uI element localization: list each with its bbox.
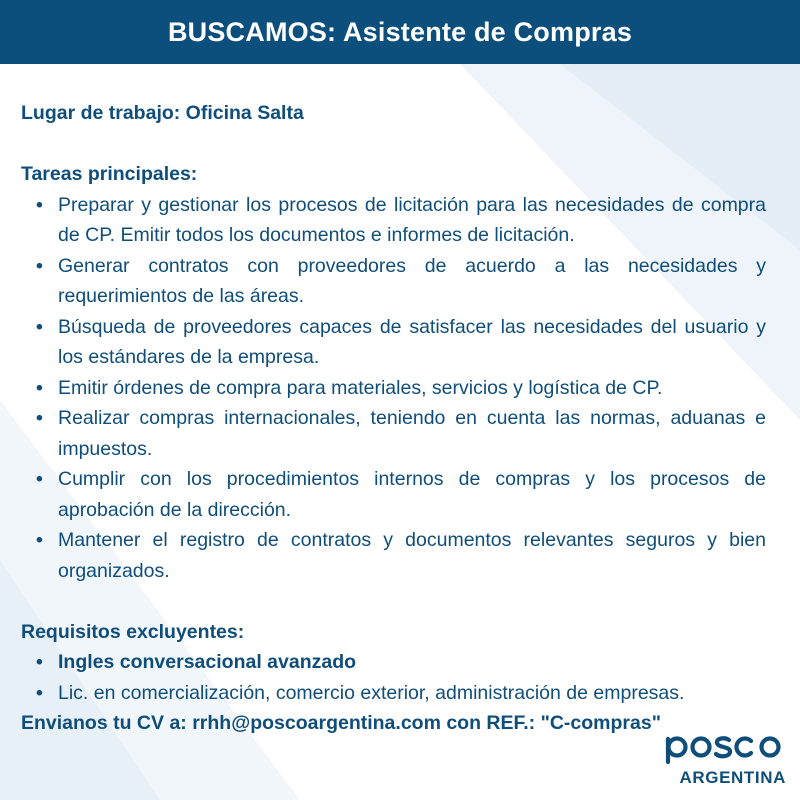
header-bar [0, 0, 800, 64]
list-item: • Lic. en comercialización, comercio exterior, administración de empresas. [21, 678, 766, 709]
tasks-list [21, 190, 766, 587]
list-item: • Ingles conversacional avanzado [21, 647, 766, 678]
list-item: • Cumplir con los procedimientos internos de compras y los procesos de aprobación de la dirección. [21, 464, 766, 525]
list-item: • Búsqueda de proveedores capaces de satisfacer las necesidades del usuario y los estándares de la empresa. [21, 312, 766, 373]
posco-wordmark-icon [664, 730, 786, 764]
posco-logo [646, 730, 786, 788]
page-title: BUSCAMOS: Asistente de Compras [167, 16, 633, 47]
list-item: • Realizar compras internacionales, teniendo en cuenta las normas, aduanas e impuestos. [21, 403, 766, 464]
spacer [21, 586, 766, 617]
logo-subtitle: ARGENTINA [679, 768, 786, 787]
tasks-heading: Tareas principales: [21, 163, 198, 185]
list-item: • Mantener el registro de contratos y documentos relevantes seguros y bien organizados. [21, 525, 766, 586]
list-item: • Emitir órdenes de compra para materiales, servicios y logística de CP. [21, 373, 766, 404]
requirements-heading: Requisitos excluyentes: [21, 620, 245, 643]
list-item: • Generar contratos con proveedores de acuerdo a las necesidades y requerimientos de las áreas. [21, 251, 766, 312]
requirements-list [21, 647, 766, 708]
job-posting-body [21, 98, 766, 739]
list-item: • Preparar y gestionar los procesos de licitación para las necesidades de compra de CP. Emitir todos los documentos e informes de licitación. [21, 190, 766, 251]
apply-instructions: Envianos tu CV a: rrhh@poscoargentina.com con REF.: "C-compras" [21, 712, 661, 734]
work-location: Lugar de trabajo: Oficina Salta [21, 102, 304, 124]
spacer [21, 129, 766, 160]
